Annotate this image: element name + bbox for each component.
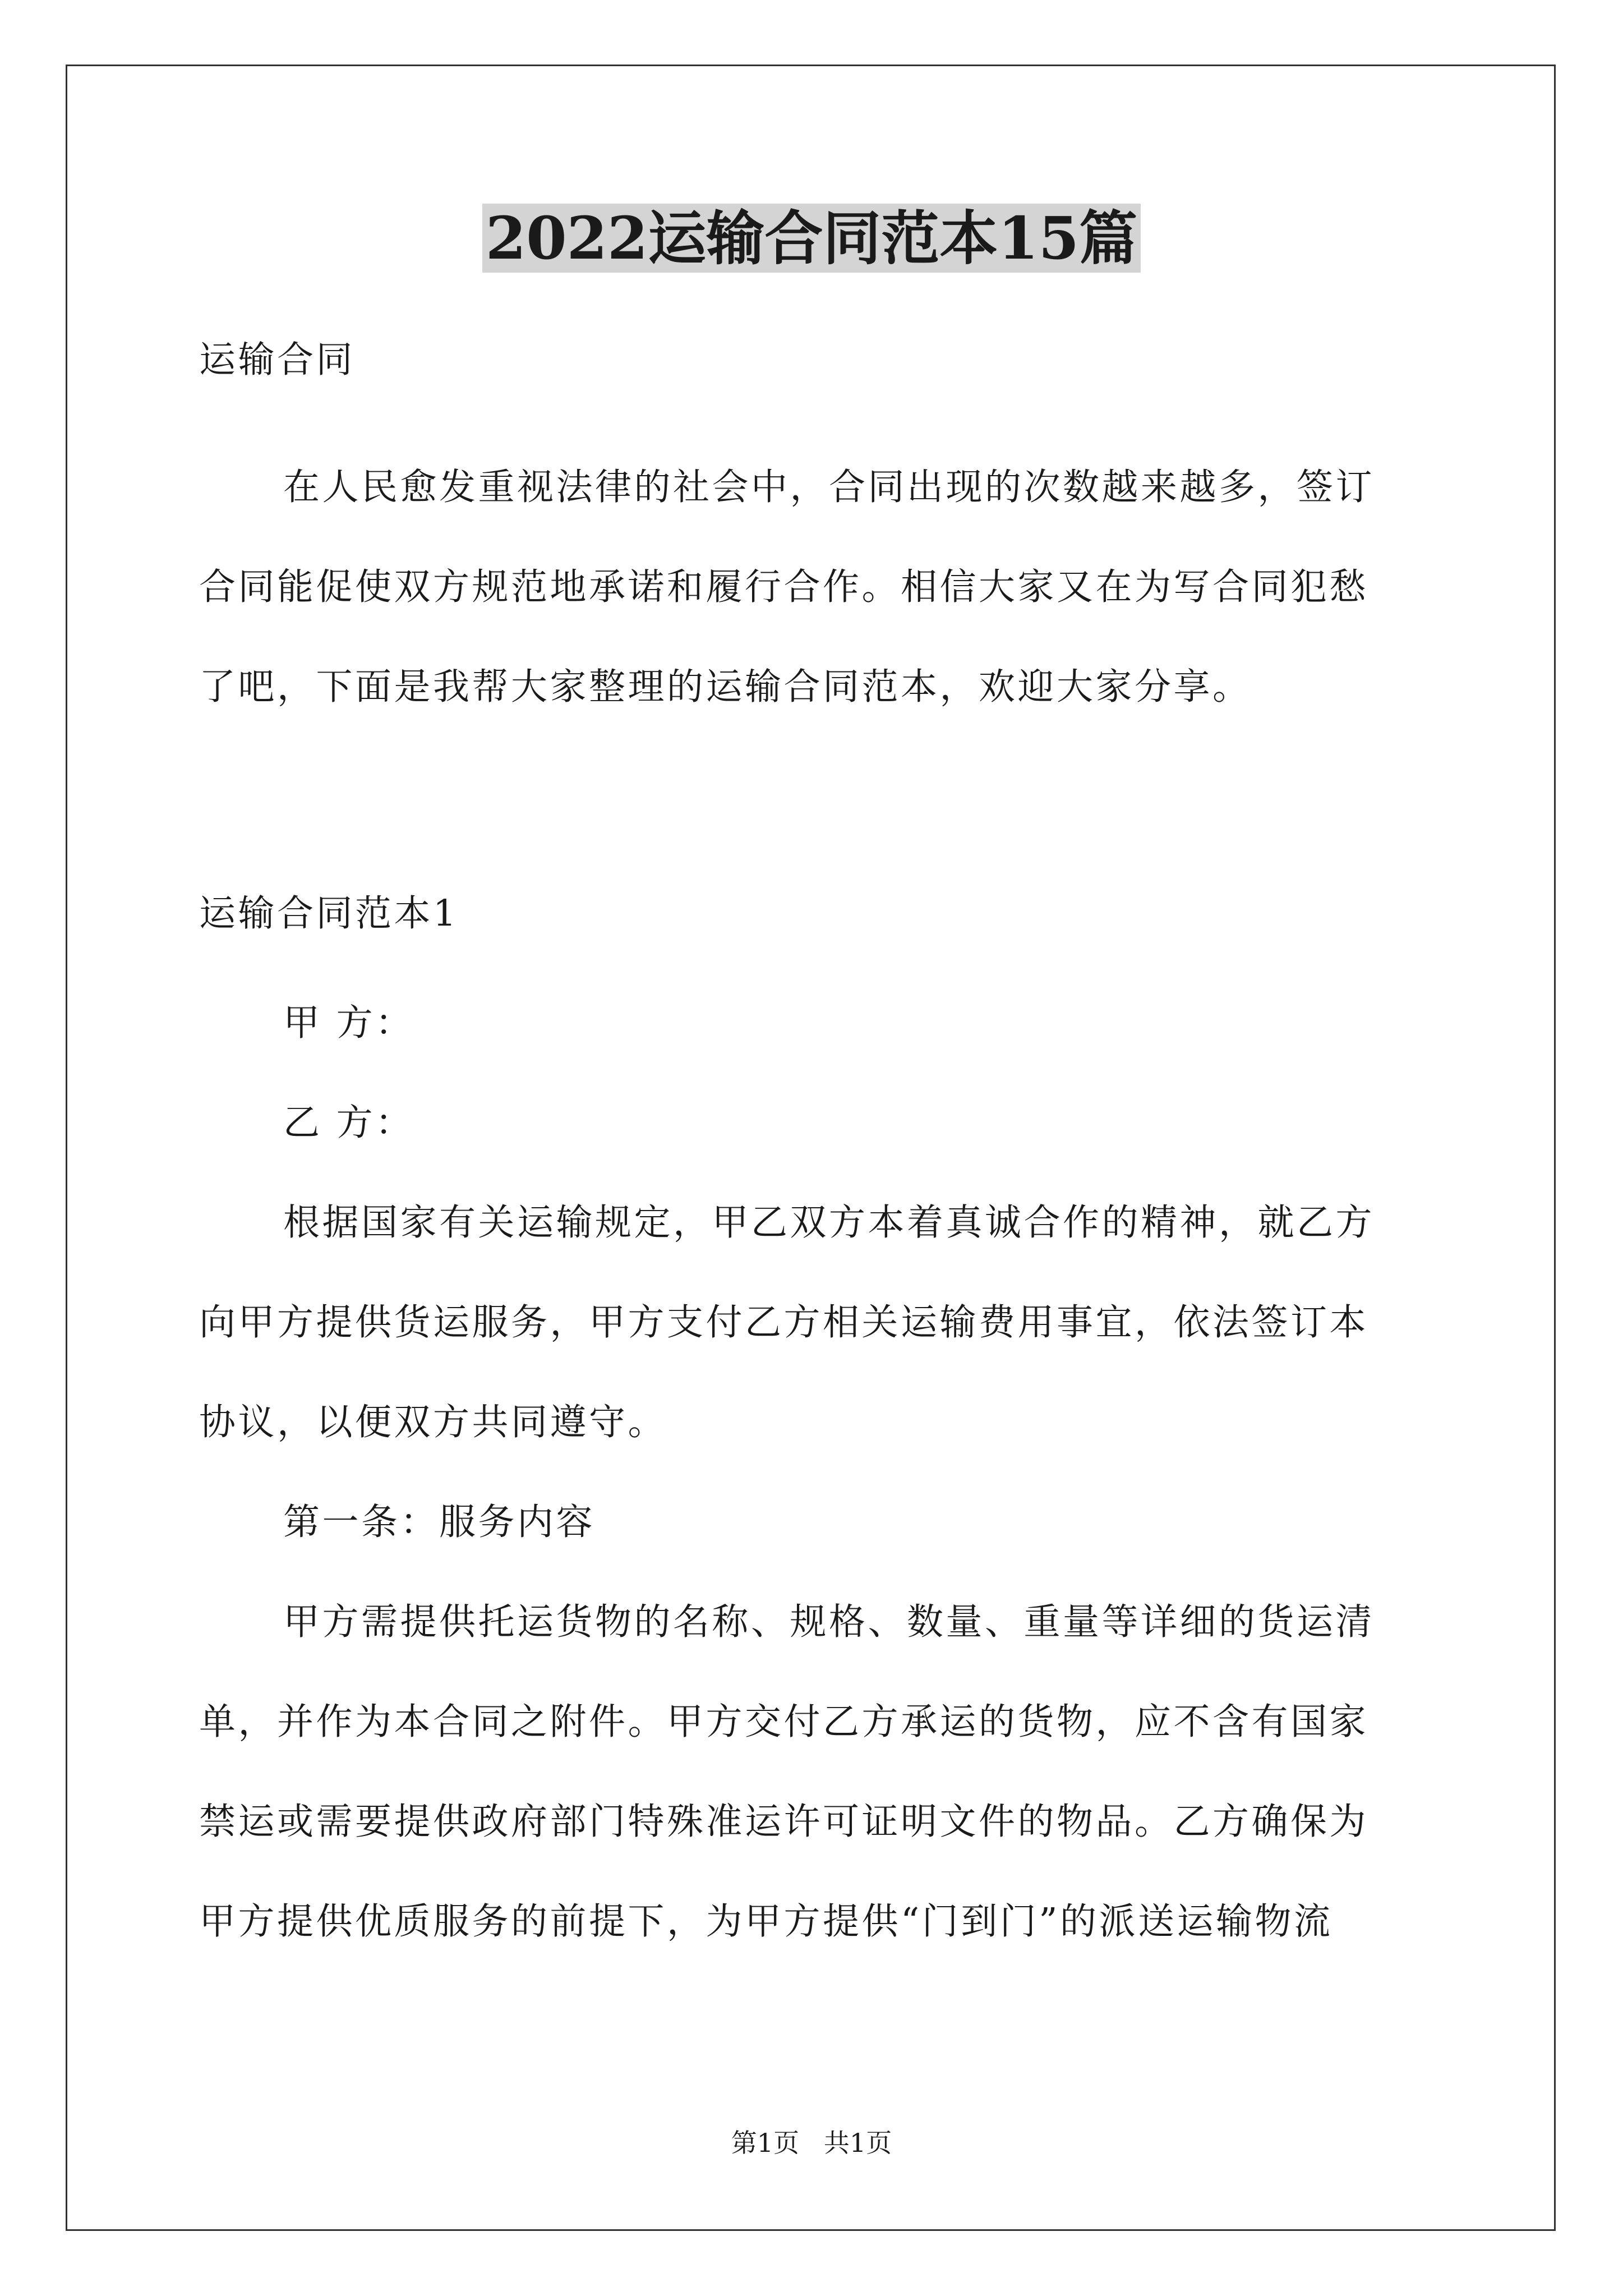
- page-footer: [0, 2126, 1623, 2160]
- intro-line-3: 了吧，下面是我帮大家整理的运输合同范本，欢迎大家分享。: [199, 666, 1252, 708]
- intro-line-2: 合同能促使双方规范地承诺和履行合作。相信大家又在为写合同犯愁: [199, 566, 1369, 608]
- basis-line-1: 根据国家有关运输规定，甲乙双方本着真诚合作的精神，就乙方: [283, 1202, 1375, 1244]
- party-b-label: 乙 方：: [283, 1102, 414, 1144]
- page-number: 第1页 共1页: [731, 2128, 892, 2158]
- basis-line-2: 向甲方提供货运服务，甲方支付乙方相关运输费用事宜，依法签订本: [199, 1301, 1369, 1343]
- article-1-line-4: 甲方提供优质服务的前提下，为甲方提供“门到门”的派送运输物流: [199, 1901, 1333, 1943]
- section-heading: 运输合同范本1: [199, 892, 459, 935]
- party-a-label: 甲 方：: [283, 1002, 414, 1044]
- intro-heading: 运输合同: [199, 339, 356, 381]
- article-1-line-1: 甲方需提供托运货物的名称、规格、数量、重量等详细的货运清: [283, 1601, 1375, 1643]
- document-title: [0, 199, 1623, 278]
- basis-line-3: 协议，以便双方共同遵守。: [199, 1401, 667, 1443]
- article-1-heading: 第一条：服务内容: [283, 1501, 596, 1543]
- article-1-line-2: 单，并作为本合同之附件。甲方交付乙方承运的货物，应不含有国家: [199, 1701, 1369, 1743]
- intro-line-1: 在人民愈发重视法律的社会中，合同出现的次数越来越多，签订: [283, 466, 1375, 508]
- document-title-text: 2022运输合同范本15篇: [482, 204, 1141, 273]
- article-1-line-3: 禁运或需要提供政府部门特殊准运许可证明文件的物品。乙方确保为: [199, 1801, 1369, 1843]
